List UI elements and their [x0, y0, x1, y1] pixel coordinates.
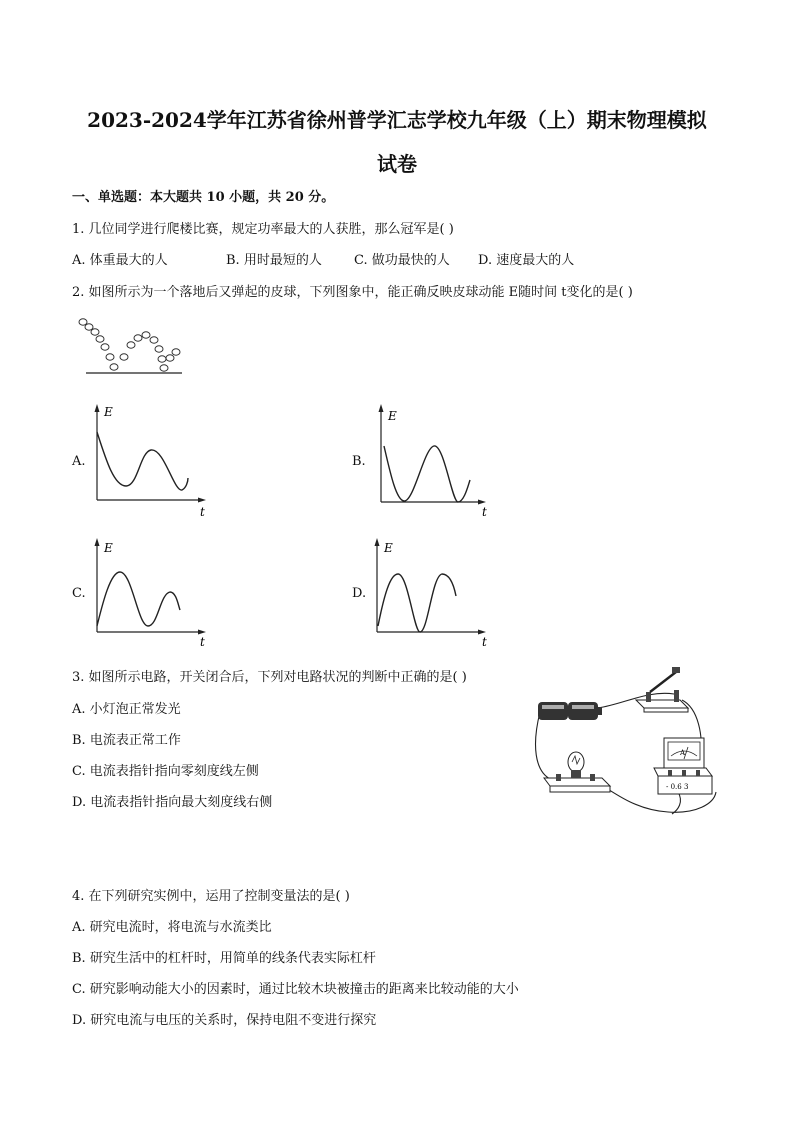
ammeter-label: A — [680, 749, 686, 757]
section-heading: 一、单选题：本大题共 10 小题，共 20 分。 — [72, 190, 335, 205]
question-2-stem: 2. 如图所示为一个落地后又弹起的皮球，下列图象中，能正确反映皮球动能 E随时间 t变化的是( ) — [72, 285, 633, 300]
graph-c — [84, 536, 214, 648]
graph-a — [84, 402, 214, 520]
question-4-stem: 4. 在下列研究实例中，运用了控制变量法的是( ) — [72, 889, 350, 904]
graph-a-y-label: E — [104, 405, 113, 419]
question-1-stem: 1. 几位同学进行爬楼比赛，规定功率最大的人获胜，那么冠军是( ) — [72, 222, 454, 237]
graph-b-x-label: t — [482, 505, 487, 519]
ammeter-icon — [654, 738, 712, 794]
bouncing-ball-figure — [70, 312, 190, 378]
battery-icon — [538, 702, 602, 720]
graph-c-label: C. — [72, 586, 86, 601]
graph-d — [364, 536, 494, 648]
graph-c-x-label: t — [200, 635, 205, 649]
question-3-option-b: B. 电流表正常工作 — [72, 733, 181, 748]
graph-a-curve — [97, 432, 188, 490]
graph-c-curve — [97, 572, 180, 626]
question-1-option-b: B. 用时最短的人 — [226, 253, 322, 268]
graph-c-y-label: E — [104, 541, 113, 555]
question-3-option-a: A. 小灯泡正常发光 — [72, 702, 181, 717]
graph-d-curve — [378, 574, 456, 632]
question-3-stem: 3. 如图所示电路，开关闭合后，下列对电路状况的判断中正确的是( ) — [72, 670, 467, 685]
question-1-option-c: C. 做功最快的人 — [354, 253, 450, 268]
question-1-option-d: D. 速度最大的人 — [478, 253, 575, 268]
question-4-option-b: B. 研究生活中的杠杆时，用简单的线条代表实际杠杆 — [72, 951, 376, 966]
graph-d-y-label: E — [384, 541, 393, 555]
circuit-figure — [528, 664, 724, 820]
page-title-line2: 试卷 — [377, 152, 417, 176]
question-1-option-a: A. 体重最大的人 — [72, 253, 168, 268]
switch-icon — [636, 667, 688, 712]
ammeter-terminals: - 0.6 3 — [666, 783, 689, 791]
question-4-option-c: C. 研究影响动能大小的因素时，通过比较木块被撞击的距离来比较动能的大小 — [72, 982, 519, 997]
graph-b-y-label: E — [388, 409, 397, 423]
graph-d-x-label: t — [482, 635, 487, 649]
graph-a-x-label: t — [200, 505, 205, 519]
page-title: 2023-2024学年江苏省徐州普学汇志学校九年级（上）期末物理模拟 — [87, 108, 707, 132]
question-3-option-c: C. 电流表指针指向零刻度线左侧 — [72, 764, 259, 779]
question-4-option-a: A. 研究电流时，将电流与水流类比 — [72, 920, 272, 935]
lamp-icon — [544, 752, 610, 792]
graph-d-label: D. — [352, 586, 367, 601]
graph-b-label: B. — [352, 454, 366, 469]
graph-a-label: A. — [72, 454, 86, 469]
question-3-option-d: D. 电流表指针指向最大刻度线右侧 — [72, 795, 273, 810]
question-4-option-d: D. 研究电流与电压的关系时，保持电阻不变进行探究 — [72, 1013, 377, 1028]
graph-b-curve — [384, 446, 470, 502]
graph-b — [368, 402, 498, 520]
